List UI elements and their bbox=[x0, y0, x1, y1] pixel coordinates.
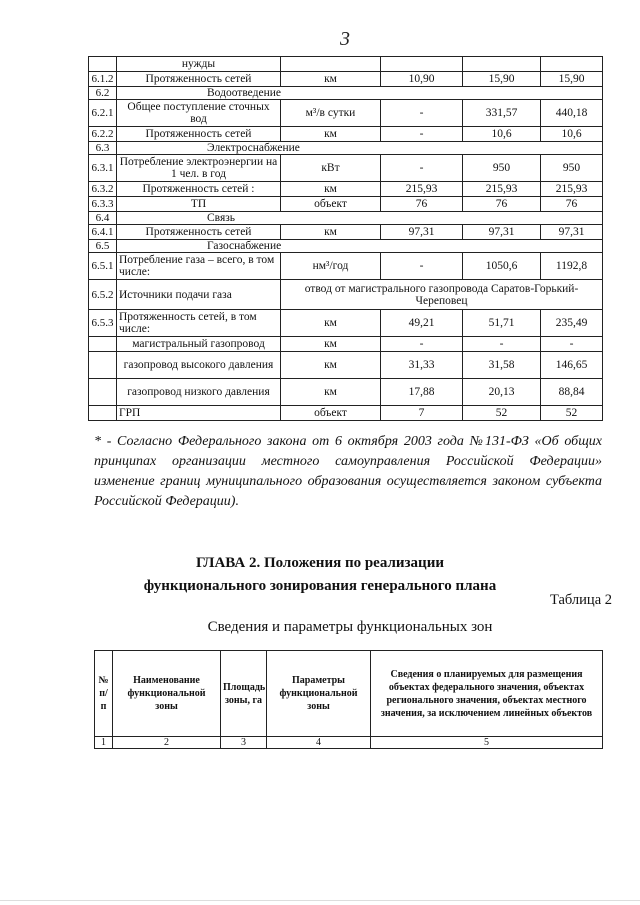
page-number: 3 bbox=[340, 28, 350, 50]
value-cell: 97,31 bbox=[541, 225, 603, 240]
row-number-cell: 6.1.2 bbox=[89, 72, 117, 87]
value-cell: - bbox=[381, 100, 463, 127]
chapter-title bbox=[0, 552, 640, 598]
value-cell: - bbox=[381, 155, 463, 182]
unit-cell: км bbox=[281, 379, 381, 406]
table-row bbox=[89, 225, 603, 240]
row-number-cell bbox=[89, 352, 117, 379]
chapter-title-line1: ГЛАВА 2. Положения по реализации bbox=[196, 555, 444, 571]
table-row bbox=[89, 212, 603, 225]
chapter-title-line2: функционального зонирования генерального плана bbox=[143, 578, 497, 594]
indicator-name-cell: Общее поступление сточных вод bbox=[117, 100, 281, 127]
value-cell: 15,90 bbox=[541, 72, 603, 87]
column-index: 2 bbox=[113, 737, 221, 749]
indicator-name-cell: Источники подачи газа bbox=[117, 280, 281, 310]
value-cell: 331,57 bbox=[463, 100, 541, 127]
table-row bbox=[89, 87, 603, 100]
column-header: Площадь зоны, га bbox=[221, 651, 267, 737]
row-number-cell: 6.2 bbox=[89, 87, 117, 100]
value-cell: 76 bbox=[381, 197, 463, 212]
value-cell: 950 bbox=[463, 155, 541, 182]
top-row-cell: нужды bbox=[117, 57, 281, 72]
unit-cell: кВт bbox=[281, 155, 381, 182]
column-index: 3 bbox=[221, 737, 267, 749]
column-header: Параметры функциональной зоны bbox=[267, 651, 371, 737]
value-cell: 31,58 bbox=[463, 352, 541, 379]
value-cell: 97,31 bbox=[381, 225, 463, 240]
indicator-name-cell: ТП bbox=[117, 197, 281, 212]
row-number-cell bbox=[89, 379, 117, 406]
indicator-name-cell: газопровод низкого давления bbox=[117, 379, 281, 406]
indicator-name-cell: магистральный газопровод bbox=[117, 337, 281, 352]
unit-cell: объект bbox=[281, 406, 381, 421]
row-number-cell: 6.4.1 bbox=[89, 225, 117, 240]
table-row bbox=[89, 57, 603, 72]
value-cell: 76 bbox=[463, 197, 541, 212]
column-index: 4 bbox=[267, 737, 371, 749]
row-number-cell: 6.5.3 bbox=[89, 310, 117, 337]
row-number-cell: 6.5 bbox=[89, 240, 117, 253]
table-row bbox=[89, 280, 603, 310]
table-row bbox=[89, 72, 603, 87]
unit-cell: км bbox=[281, 337, 381, 352]
unit-cell: м³/в сутки bbox=[281, 100, 381, 127]
row-number-cell: 6.4 bbox=[89, 212, 117, 225]
value-cell: 235,49 bbox=[541, 310, 603, 337]
value-cell: 51,71 bbox=[463, 310, 541, 337]
row-number-cell: 6.2.1 bbox=[89, 100, 117, 127]
table-row bbox=[89, 197, 603, 212]
table-row bbox=[89, 182, 603, 197]
value-cell: 1050,6 bbox=[463, 253, 541, 280]
value-cell: 215,93 bbox=[381, 182, 463, 197]
value-cell: 97,31 bbox=[463, 225, 541, 240]
value-cell: 17,88 bbox=[381, 379, 463, 406]
functional-zones-table bbox=[94, 650, 603, 749]
indicator-name-cell: Потребление газа – всего, в том числе: bbox=[117, 253, 281, 280]
table-caption: Сведения и параметры функциональных зон bbox=[207, 619, 493, 635]
table-label: Таблица 2 bbox=[549, 592, 612, 608]
value-cell: - bbox=[541, 337, 603, 352]
row-number-cell: 6.5.1 bbox=[89, 253, 117, 280]
table-index-row bbox=[95, 737, 603, 749]
column-header: Сведения о планируемых для размещения объектах федерального значения, объектах регионального значения, объектах местного значения, за исключением линейных объектов bbox=[371, 651, 603, 737]
table-header-row bbox=[95, 651, 603, 737]
unit-cell: км bbox=[281, 225, 381, 240]
scan-edge bbox=[0, 900, 640, 901]
table-row bbox=[89, 240, 603, 253]
row-number-cell bbox=[89, 337, 117, 352]
value-cell: 1192,8 bbox=[541, 253, 603, 280]
indicator-name-cell: Протяженность сетей, в том числе: bbox=[117, 310, 281, 337]
table-row bbox=[89, 379, 603, 406]
section-title-cell: Связь bbox=[117, 212, 603, 225]
row-number-cell: 6.3 bbox=[89, 142, 117, 155]
unit-cell: км bbox=[281, 310, 381, 337]
unit-cell: км bbox=[281, 127, 381, 142]
value-cell: 20,13 bbox=[463, 379, 541, 406]
row-number-cell: 6.3.1 bbox=[89, 155, 117, 182]
row-number-cell: 6.3.3 bbox=[89, 197, 117, 212]
table-row bbox=[89, 142, 603, 155]
table-row bbox=[89, 310, 603, 337]
table-row bbox=[89, 253, 603, 280]
utilities-table bbox=[88, 56, 603, 421]
unit-cell: км bbox=[281, 352, 381, 379]
indicator-name-cell: Протяженность сетей : bbox=[117, 182, 281, 197]
value-cell: 950 bbox=[541, 155, 603, 182]
indicator-name-cell: газопровод высокого давления bbox=[117, 352, 281, 379]
value-cell: 10,6 bbox=[463, 127, 541, 142]
column-header: Наименование функциональной зоны bbox=[113, 651, 221, 737]
value-cell: 15,90 bbox=[463, 72, 541, 87]
value-cell: - bbox=[463, 337, 541, 352]
value-cell: - bbox=[381, 253, 463, 280]
table-row bbox=[89, 352, 603, 379]
column-header: № п/п bbox=[95, 651, 113, 737]
value-cell: 10,90 bbox=[381, 72, 463, 87]
value-cell: 10,6 bbox=[541, 127, 603, 142]
section-title-cell: Газоснабжение bbox=[117, 240, 603, 253]
indicator-name-cell: Протяженность сетей bbox=[117, 225, 281, 240]
indicator-name-cell: Потребление электроэнергии на 1 чел. в год bbox=[117, 155, 281, 182]
value-cell: 52 bbox=[541, 406, 603, 421]
unit-cell: нм³/год bbox=[281, 253, 381, 280]
section-title-cell: Водоотведение bbox=[117, 87, 603, 100]
indicator-name-cell: ГРП bbox=[117, 406, 281, 421]
value-cell: 7 bbox=[381, 406, 463, 421]
footnote: * - Согласно Федерального закона от 6 октября 2003 года №131-ФЗ «Об общих принципах организации местного самоуправления Российской Федерации» изменение границ муниципального образования осуществляется законом субъекта Российской Федерации). bbox=[94, 434, 602, 509]
table-row bbox=[89, 127, 603, 142]
value-cell: 31,33 bbox=[381, 352, 463, 379]
value-cell: 146,65 bbox=[541, 352, 603, 379]
unit-cell: км bbox=[281, 72, 381, 87]
value-cell: - bbox=[381, 337, 463, 352]
table-row bbox=[89, 100, 603, 127]
table-row bbox=[89, 406, 603, 421]
value-cell: 76 bbox=[541, 197, 603, 212]
unit-cell: км bbox=[281, 182, 381, 197]
row-number-cell: 6.3.2 bbox=[89, 182, 117, 197]
indicator-name-cell: Протяженность сетей bbox=[117, 72, 281, 87]
value-cell: 215,93 bbox=[541, 182, 603, 197]
table-row bbox=[89, 337, 603, 352]
column-index: 5 bbox=[371, 737, 603, 749]
merged-value-cell: отвод от магистрального газопровода Саратов-Горький-Череповец bbox=[281, 280, 603, 310]
value-cell: 88,84 bbox=[541, 379, 603, 406]
column-index: 1 bbox=[95, 737, 113, 749]
table-row bbox=[89, 155, 603, 182]
row-number-cell bbox=[89, 406, 117, 421]
value-cell: - bbox=[381, 127, 463, 142]
row-number-cell: 6.5.2 bbox=[89, 280, 117, 310]
value-cell: 215,93 bbox=[463, 182, 541, 197]
value-cell: 52 bbox=[463, 406, 541, 421]
row-number-cell: 6.2.2 bbox=[89, 127, 117, 142]
unit-cell: объект bbox=[281, 197, 381, 212]
value-cell: 440,18 bbox=[541, 100, 603, 127]
value-cell: 49,21 bbox=[381, 310, 463, 337]
section-title-cell: Электроснабжение bbox=[117, 142, 603, 155]
indicator-name-cell: Протяженность сетей bbox=[117, 127, 281, 142]
